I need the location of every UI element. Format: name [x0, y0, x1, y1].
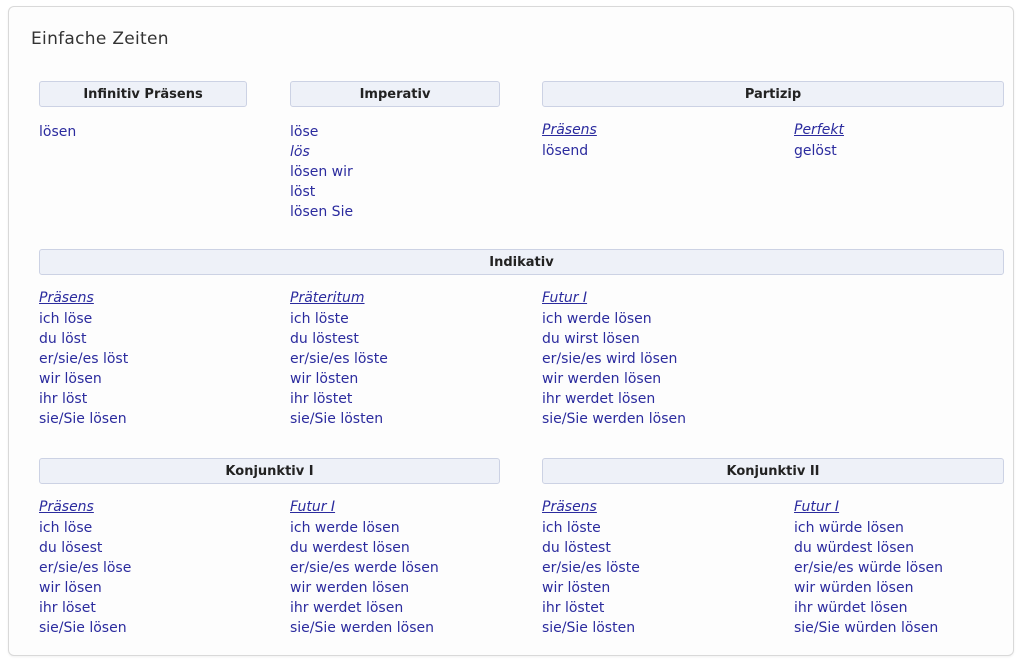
verb-form: du lösest [39, 540, 103, 556]
verb-form: ich löse [39, 520, 93, 536]
section-header-indikativ: Indikativ [39, 249, 1004, 275]
verb-form: wir werden lösen [290, 580, 410, 596]
verb-form: sie/Sie werden lösen [542, 411, 686, 427]
indikativ-praeteritum-form-list [290, 309, 530, 429]
verb-form: wir lösten [542, 580, 611, 596]
verb-form: du löst [39, 331, 87, 347]
konjunktiv1-futur1-form-list [290, 518, 550, 638]
verb-form: gelöst [794, 143, 837, 159]
konjunktiv2-praesens-form-list [542, 518, 782, 638]
verb-form: er/sie/es werde lösen [290, 560, 439, 576]
verb-form: löse [290, 124, 319, 140]
partizip-column-perfekt [794, 122, 1004, 161]
verb-form: wir würden lösen [794, 580, 914, 596]
subsection-label: Futur I [794, 499, 840, 515]
verb-form: sie/Sie lösen [39, 620, 127, 636]
subsection-label: Präsens [39, 499, 94, 515]
verb-form: lösen [39, 124, 77, 140]
verb-form: sie/Sie lösten [542, 620, 636, 636]
verb-form: wir lösten [290, 371, 359, 387]
verb-form: ich löste [542, 520, 601, 536]
verb-form: du löstest [542, 540, 611, 556]
verb-form: ihr löset [39, 600, 96, 616]
verb-form: wir lösen [39, 371, 102, 387]
konjunktiv2-column-futur1 [794, 499, 1014, 638]
section-header-partizip: Partizip [542, 81, 1004, 107]
indikativ-futur1-form-list [542, 309, 822, 429]
subsection-label: Präsens [542, 499, 597, 515]
partizip-column-praesens [542, 122, 782, 161]
konjunktiv1-column-praesens [39, 499, 279, 638]
verb-form: er/sie/es löste [290, 351, 388, 367]
verb-form: du werdest lösen [290, 540, 410, 556]
imperativ-forms [290, 122, 520, 222]
verb-form: sie/Sie werden lösen [290, 620, 434, 636]
verb-form: lös [290, 144, 310, 160]
verb-form: ich würde lösen [794, 520, 904, 536]
verb-form: ihr löstet [542, 600, 605, 616]
subsection-label: Präteritum [290, 290, 365, 306]
verb-form: sie/Sie würden lösen [794, 620, 939, 636]
section-header-infinitiv: Infinitiv Präsens [39, 81, 247, 107]
section-header-imperativ: Imperativ [290, 81, 500, 107]
verb-form: lösen Sie [290, 204, 354, 220]
verb-form: wir lösen [39, 580, 102, 596]
section-header-konjunktiv2: Konjunktiv II [542, 458, 1004, 484]
indikativ-praesens-form-list [39, 309, 279, 429]
infinitiv-forms [39, 122, 269, 142]
verb-form: er/sie/es würde lösen [794, 560, 943, 576]
indikativ-column-futur1 [542, 290, 822, 429]
verb-form: du würdest lösen [794, 540, 915, 556]
section-header-konjunktiv1: Konjunktiv I [39, 458, 500, 484]
subsection-label: Präsens [542, 122, 597, 138]
verb-form: sie/Sie lösten [290, 411, 384, 427]
verb-form: er/sie/es löste [542, 560, 640, 576]
verb-form: ihr werdet lösen [542, 391, 656, 407]
konjunktiv2-column-praesens [542, 499, 782, 638]
konjunktiv1-column-futur1 [290, 499, 550, 638]
conjugation-card [8, 6, 1014, 656]
infinitiv-form-list [39, 122, 269, 142]
verb-form: ich löse [39, 311, 93, 327]
konjunktiv1-praesens-form-list [39, 518, 279, 638]
subsection-label: Futur I [542, 290, 588, 306]
verb-form: sie/Sie lösen [39, 411, 127, 427]
page-title: Einfache Zeiten [31, 29, 169, 49]
verb-form: ihr löstet [290, 391, 353, 407]
imperativ-form-list [290, 122, 520, 222]
indikativ-column-praeteritum [290, 290, 530, 429]
verb-form: ich löste [290, 311, 349, 327]
subsection-label: Präsens [39, 290, 94, 306]
partizip-praesens-form-list [542, 141, 782, 161]
verb-form: ihr werdet lösen [290, 600, 404, 616]
verb-form: löst [290, 184, 316, 200]
verb-form: er/sie/es wird lösen [542, 351, 678, 367]
verb-form: ich werde lösen [542, 311, 652, 327]
verb-form: ihr würdet lösen [794, 600, 908, 616]
verb-form: ich werde lösen [290, 520, 400, 536]
indikativ-column-praesens [39, 290, 279, 429]
verb-form: er/sie/es löse [39, 560, 132, 576]
verb-form: lösend [542, 143, 589, 159]
subsection-label: Perfekt [794, 122, 844, 138]
partizip-perfekt-form-list [794, 141, 1004, 161]
verb-form: du wirst lösen [542, 331, 640, 347]
verb-form: ihr löst [39, 391, 88, 407]
verb-form: er/sie/es löst [39, 351, 129, 367]
verb-form: du löstest [290, 331, 359, 347]
subsection-label: Futur I [290, 499, 336, 515]
verb-form: wir werden lösen [542, 371, 662, 387]
verb-form: lösen wir [290, 164, 353, 180]
konjunktiv2-futur1-form-list [794, 518, 1014, 638]
